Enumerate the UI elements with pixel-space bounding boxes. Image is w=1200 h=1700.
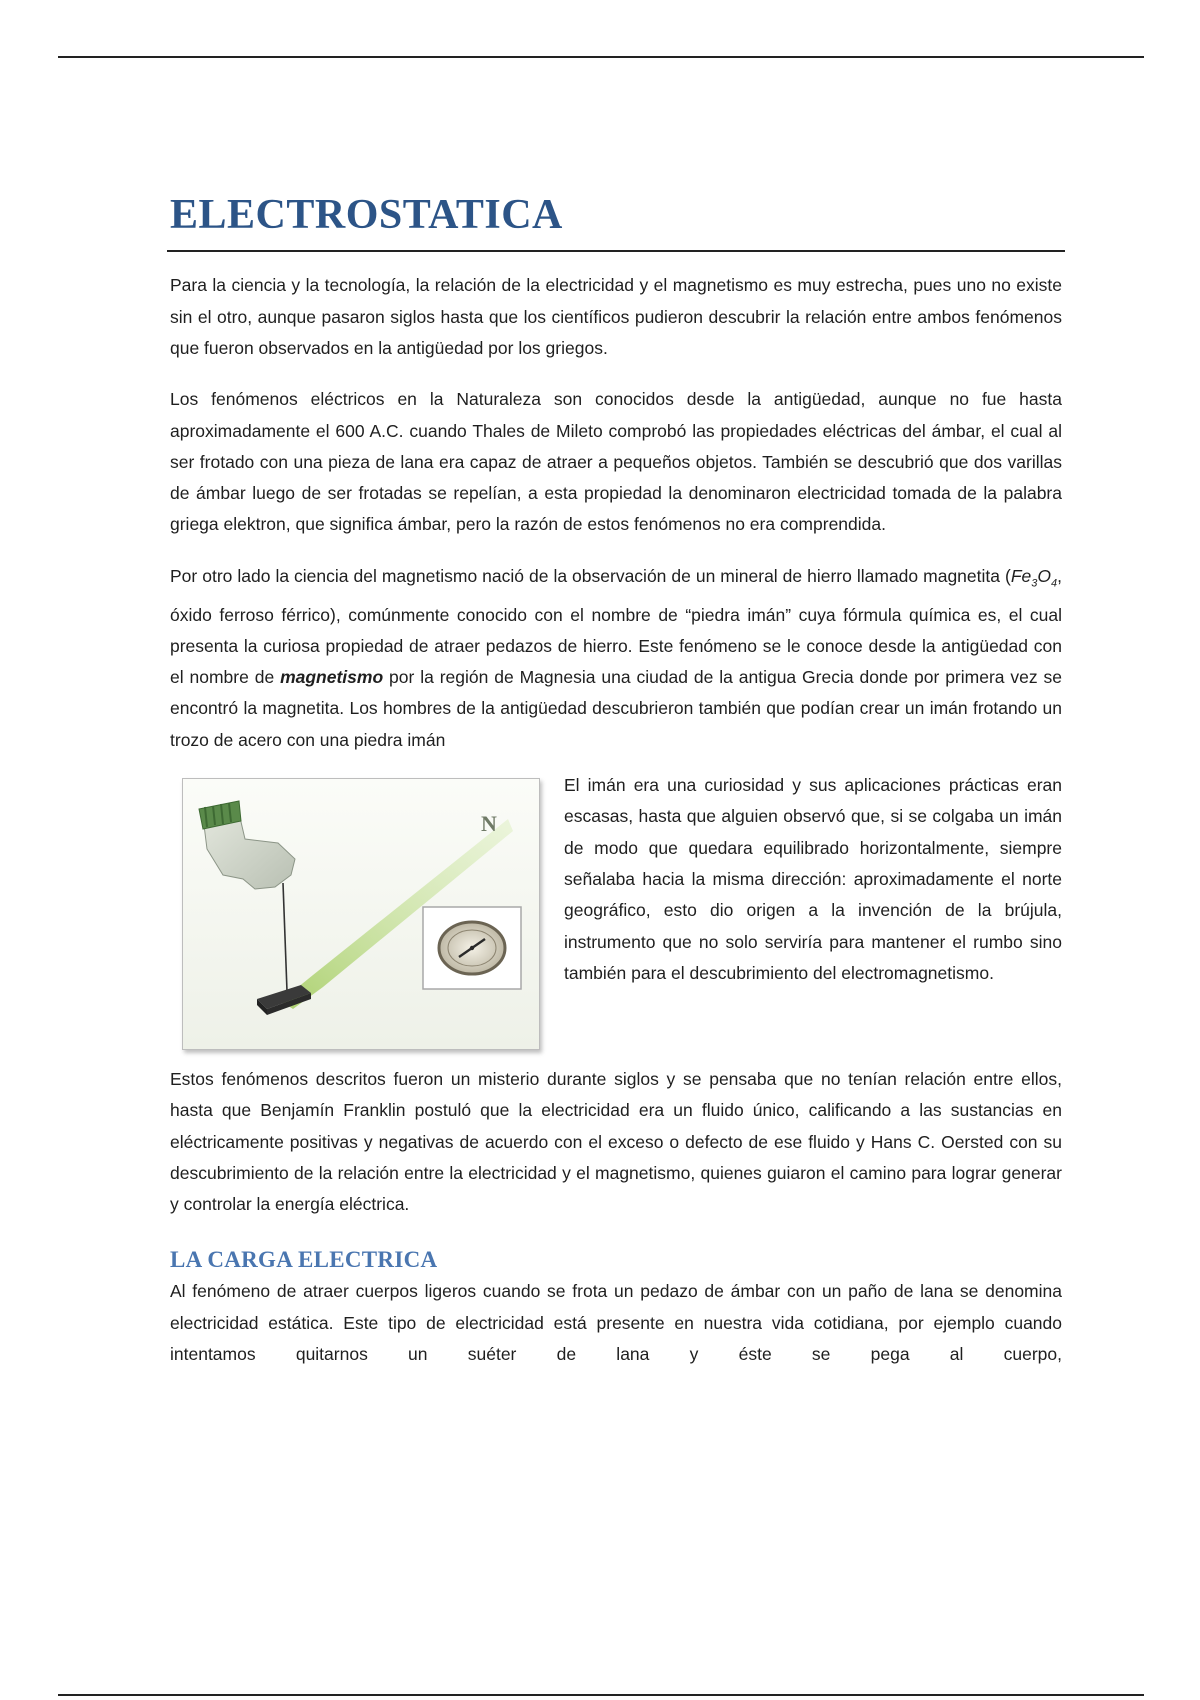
paragraph-magnetismo <box>170 561 1062 756</box>
magnet-compass-illustration <box>183 779 539 1049</box>
paragraph-intro: Para la ciencia y la tecnología, la relación de la electricidad y el magnetismo es muy estrecha, pues uno no existe sin el otro, aunque pasaron siglos hasta que los científicos pudieron descubrir la relación entre ambos fenómenos que fueron observados en la antigüedad por los griegos. <box>170 275 1062 358</box>
formula-fe: Fe <box>1010 565 1032 586</box>
page-title: ELECTROSTATICA <box>170 192 563 238</box>
p3-text-1: Por otro lado la ciencia del magnetismo nació de la observación de un mineral de hierro llamado magnetita ( <box>170 565 1011 586</box>
paragraph-electricidad-estatica: Al fenómeno de atraer cuerpos ligeros cuando se frota un pedazo de ámbar con un paño de lana se denomina electricidad estática. Este tipo de electricidad está presente en nuestra vida cotidiana, por ejemplo cuando intentamos quitarnos un suéter de lana y éste se pega al cuerpo, <box>170 1281 1062 1365</box>
formula-o: O <box>1037 565 1051 586</box>
formula-magnetita <box>1010 565 1058 590</box>
paragraph-brujula: El imán era una curiosidad y sus aplicaciones prácticas eran escasas, hasta que alguien observó que, si se colgaba un imán de modo que quedara equilibrado horizontalmente, siempre señalaba hacia la misma dirección: aproximadamente el norte geográfico, esto dio origen a la invención de la brújula, instrumento que no solo serviría para mantener el rumbo sino también para el descubrimiento del electromagnetismo. <box>564 775 1062 983</box>
p3-text-2: , óxido ferroso férrico), comúnmente conocido con el nombre de “piedra imán” cuya fórmula química es, el cual presenta la curiosa propiedad de atraer pedazos de hierro. Este fenómeno se le conoce desde la antigüedad con el nombre de <box>170 565 1062 688</box>
formula-sub-4: 4 <box>1051 577 1058 590</box>
document-body <box>170 190 1062 1370</box>
paragraph-thales: Los fenómenos eléctricos en la Naturaleza son conocidos desde la antigüedad, aunque no fue hasta aproximadamente el 600 A.C. cuando Thales de Mileto comprobó las propiedades eléctricas del ámbar, el cual al ser frotado con una pieza de lana era capaz de atraer a pequeños objetos. También se descubrió que dos varillas de ámbar luego de ser frotadas se repelían, a esta propiedad la denominaron electricidad tomada de la palabra griega elektron, que significa ámbar, pero la razón de estos fenómenos no era comprendida. <box>170 389 1062 535</box>
figure-row <box>170 770 1062 1050</box>
bottom-rule <box>58 1694 1144 1696</box>
thread <box>283 883 287 991</box>
bar-magnet <box>257 985 311 1015</box>
magnet-compass-figure <box>182 778 540 1050</box>
hand-glove <box>199 801 295 889</box>
top-rule <box>58 56 1144 58</box>
p3-text-3: por la región de Magnesia una ciudad de la antigua Grecia donde por primera vez se encontró la magnetita. Los hombres de la antigüedad descubrieron también que podían crear un imán frotando un trozo de acero con una piedra imán <box>170 667 1062 750</box>
title-underline <box>167 250 1065 252</box>
formula-sub-3: 3 <box>1031 577 1038 590</box>
figure-side-text <box>564 770 1062 1050</box>
north-label: N <box>481 811 497 837</box>
section-heading-carga: LA CARGA ELECTRICA <box>170 1246 438 1272</box>
emphasis-magnetismo: magnetismo <box>280 667 384 688</box>
compass-inset <box>423 907 521 989</box>
paragraph-franklin-oersted: Estos fenómenos descritos fueron un misterio durante siglos y se pensaba que no tenían relación entre ellos, hasta que Benjamín Franklin postuló que la electricidad era un fluido único, calificando a las sustancias en eléctricamente positivas y negativas de acuerdo con el exceso o defecto de ese fluido y Hans C. Oersted con su descubrimiento de la relación entre la electricidad y el magnetismo, quienes guiaron el camino para lograr generar y controlar la energía eléctrica. <box>170 1069 1062 1215</box>
